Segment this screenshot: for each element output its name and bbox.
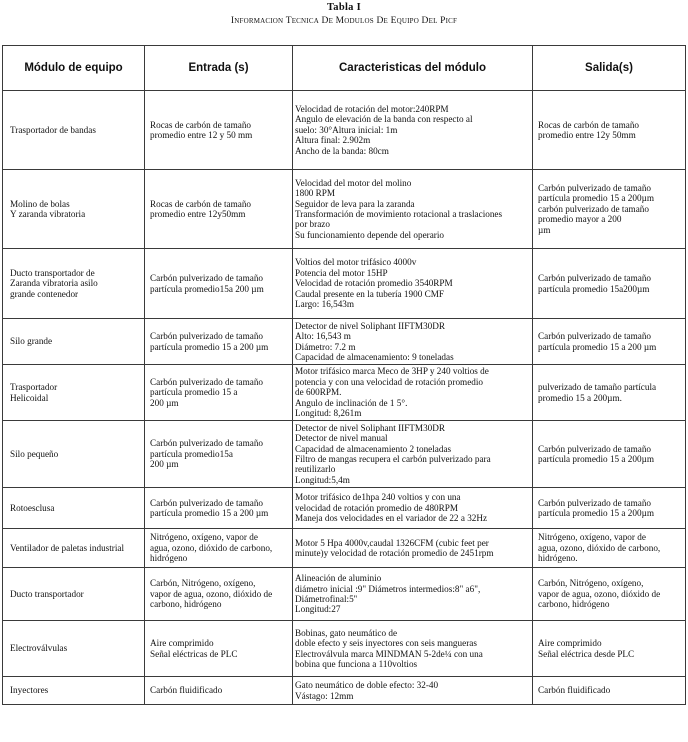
cell-line: Bobinas, gato neumático de: [295, 627, 398, 638]
cell-line: partícula promedio 15 a 200 µm: [150, 341, 269, 352]
cell-line: Carbón pulverizado de tamaño: [150, 273, 264, 284]
output-cell: [533, 568, 686, 621]
cell-line: agua, ozono, dióxido de carbono,: [150, 542, 273, 553]
output-cell: [533, 365, 686, 421]
input-cell: [145, 677, 293, 705]
cell-line: Carbón pulverizado de tamaño: [150, 331, 264, 342]
input-cell: [145, 319, 293, 365]
cell-line: Alto: 16,543 m: [295, 331, 351, 342]
cell-line: Aire comprimido: [150, 638, 214, 649]
input-cell: [145, 170, 293, 249]
table-row: [3, 91, 686, 170]
cell-line: Voltios del motor trifásico 4000v: [295, 257, 417, 268]
features-cell: [293, 319, 533, 365]
cell-line: Inyectores: [10, 685, 49, 696]
cell-line: suelo: 30°Altura inicial: 1m: [295, 124, 398, 135]
input-cell: [145, 621, 293, 677]
cell-line: promedio entre 12 y 50 mm: [150, 130, 253, 140]
output-cell: [533, 170, 686, 249]
cell-line: promedio 15 a 200µm.: [538, 392, 622, 403]
module-cell: [3, 568, 145, 621]
table-number: Tabla I: [326, 2, 362, 13]
cell-line: Vástago: 12mm: [295, 690, 354, 701]
cell-line: Rocas de carbón de tamaño: [150, 119, 252, 130]
cell-line: Motor 5 Hpa 4000v,caudal 1326CFM (cubic feet per: [295, 537, 489, 548]
output-cell: [533, 677, 686, 705]
cell-line: Angulo de inclinación de 1 5°.: [295, 397, 408, 408]
table-row: [3, 170, 686, 249]
cell-line: Capacidad de almacenamiento: 9 toneladas: [295, 351, 454, 362]
cell-line: Altura final: 2.902m: [295, 135, 371, 146]
table-row: [3, 365, 686, 421]
output-cell: [533, 488, 686, 529]
cell-line: Aire comprimido: [538, 638, 602, 649]
cell-line: 200 µm: [150, 459, 179, 470]
cell-line: Carbón pulverizado de tamaño: [150, 497, 264, 508]
cell-line: Diámetrofinal:5'': [295, 594, 357, 604]
module-cell: [3, 421, 145, 488]
cell-line: Señal eléctricas de PLC: [150, 648, 238, 659]
cell-line: Motor trifásico de1hpa 240 voltios y con una: [295, 492, 461, 503]
cell-line: Longitud:27: [295, 604, 341, 615]
cell-line: 200 µm: [150, 397, 179, 408]
cell-line: Caudal presente en la tubería 1900 CMF: [295, 288, 445, 299]
cell-line: partícula promedio15a: [150, 448, 233, 459]
cell-line: Carbón pulverizado de tamaño: [538, 182, 652, 193]
cell-line: Molino de bolas: [10, 198, 70, 209]
cell-line: Diámetro: 7.2 m: [295, 341, 356, 352]
cell-line: 1800 RPM: [295, 188, 336, 199]
cell-line: Señal eléctrica desde PLC: [538, 648, 635, 659]
table-row: [3, 529, 686, 568]
cell-line: velocidad de rotación promedio de 480RPM: [295, 502, 459, 513]
input-cell: [145, 365, 293, 421]
cell-line: Helicoidal: [10, 392, 49, 403]
cell-line: de 600RPM.: [295, 387, 342, 398]
cell-line: Longitud: 8,261m: [295, 408, 362, 419]
cell-line: partícula promedio 15a200µm: [538, 283, 650, 294]
cell-line: partícula promedio 15 a: [150, 387, 238, 398]
header-module: Módulo de equipo: [3, 46, 145, 91]
cell-line: Y zaranda vibratoria: [10, 209, 86, 219]
cell-line: vapor de agua, ozono, dióxido de: [150, 588, 273, 599]
cell-line: Detector de nivel Soliphant IIFTM30DR: [295, 320, 446, 331]
cell-line: Zaranda vibratoria asilo: [10, 278, 98, 289]
cell-line: Electroválvula marca MINDMAN 5-2de¼ con una: [295, 648, 483, 659]
cell-line: diámetro inicial :9" Diámetros intermedios:8" a6",: [295, 583, 481, 594]
module-cell: [3, 91, 145, 170]
cell-line: Velocidad de rotación del motor:240RPM: [295, 103, 449, 114]
cell-line: Filtro de mangas recupera el carbón pulverizado para: [295, 454, 491, 464]
table-row: [3, 488, 686, 529]
cell-line: Carbón, Nitrógeno, oxígeno,: [538, 578, 644, 589]
cell-line: partícula promedio15a 200 µm: [150, 283, 264, 294]
features-cell: [293, 621, 533, 677]
cell-line: Nitrógeno, oxígeno, vapor de: [150, 532, 258, 543]
features-cell: [293, 91, 533, 170]
features-cell: [293, 365, 533, 421]
cell-line: carbono, hidrógeno: [150, 599, 222, 610]
cell-line: Ancho de la banda: 80cm: [295, 145, 389, 156]
cell-line: µm: [538, 224, 551, 235]
cell-line: grande contenedor: [10, 288, 79, 299]
cell-line: Maneja dos velocidades en el variador de 22 a 32Hz: [295, 513, 488, 524]
cell-line: Velocidad de rotación promedio 3540RPM: [295, 278, 453, 289]
output-cell: [533, 249, 686, 319]
input-cell: [145, 249, 293, 319]
features-cell: [293, 170, 533, 249]
cell-line: por brazo: [295, 219, 330, 230]
equipment-modules-table: [2, 45, 686, 705]
cell-line: Carbón fluidificado: [150, 685, 223, 696]
features-cell: [293, 529, 533, 568]
cell-line: Transformación de movimiento rotacional a traslaciones: [295, 209, 503, 219]
cell-line: Rocas de carbón de tamaño: [538, 119, 640, 130]
cell-line: bobina que funciona a 110voltios: [295, 658, 418, 669]
cell-line: minute)y velocidad de rotación promedio de 2451rpm: [295, 548, 494, 558]
features-cell: [293, 568, 533, 621]
cell-line: Rotoesclusa: [10, 502, 55, 513]
module-cell: [3, 365, 145, 421]
table-row: [3, 421, 686, 488]
cell-line: promedio entre 12y50mm: [150, 209, 246, 219]
module-cell: [3, 621, 145, 677]
table-row: [3, 319, 686, 365]
cell-line: agua, ozono, dióxido de carbono,: [538, 542, 661, 553]
cell-line: Longitud:5,4m: [295, 474, 350, 485]
cell-line: Ducto transportador de: [10, 267, 95, 278]
input-cell: [145, 568, 293, 621]
features-cell: [293, 249, 533, 319]
cell-line: Carbón pulverizado de tamaño: [538, 443, 652, 454]
cell-line: Velocidad del motor del molino: [295, 177, 412, 188]
header-output: Salida(s): [533, 46, 686, 91]
module-cell: [3, 170, 145, 249]
cell-line: Trasportador: [10, 382, 58, 393]
cell-line: Carbón pulverizado de tamaño: [150, 376, 264, 387]
cell-line: partícula promedio 15 a 200µm: [538, 508, 655, 518]
cell-line: Motor trifásico marca Meco de 3HP y 240 voltios de: [295, 366, 489, 377]
header-input: Entrada (s): [145, 46, 293, 91]
input-cell: [145, 91, 293, 170]
module-cell: [3, 677, 145, 705]
cell-line: Carbón, Nitrógeno, oxígeno,: [150, 578, 256, 589]
cell-line: Capacidad de almacenamiento 2 toneladas: [295, 443, 452, 454]
features-cell: [293, 488, 533, 529]
cell-line: pulverizado de tamaño partícula: [538, 382, 657, 393]
input-cell: [145, 529, 293, 568]
cell-line: Seguidor de leva para la zaranda: [295, 198, 415, 209]
output-cell: [533, 621, 686, 677]
table-row: [3, 249, 686, 319]
cell-line: hidrógeno.: [538, 553, 578, 564]
module-cell: [3, 529, 145, 568]
cell-line: Rocas de carbón de tamaño: [150, 198, 252, 209]
cell-line: partícula promedio 15 a 200µm: [538, 193, 655, 204]
input-cell: [145, 488, 293, 529]
header-row: [3, 46, 686, 91]
output-cell: [533, 319, 686, 365]
cell-line: Nitrógeno, oxígeno, vapor de: [538, 532, 646, 543]
cell-line: Ducto transportador: [10, 588, 84, 599]
module-cell: [3, 249, 145, 319]
cell-line: promedio mayor a 200: [538, 214, 622, 225]
features-cell: [293, 421, 533, 488]
cell-line: Carbón pulverizado de tamaño: [538, 331, 652, 342]
cell-line: carbón pulverizado de tamaño: [538, 203, 649, 214]
cell-line: promedio entre 12y 50mm: [538, 130, 636, 140]
input-cell: [145, 421, 293, 488]
cell-line: hidrógeno: [150, 553, 188, 564]
cell-line: Ventilador de paletas industrial: [10, 542, 125, 553]
cell-line: vapor de agua, ozono, dióxido de: [538, 588, 661, 599]
module-cell: [3, 488, 145, 529]
cell-line: Alineación de aluminio: [295, 573, 382, 584]
module-cell: [3, 319, 145, 365]
table-row: [3, 568, 686, 621]
cell-line: partícula promedio 15 a 200µm: [538, 454, 655, 464]
cell-line: carbono, hidrógeno: [538, 599, 610, 610]
cell-line: Detector de nivel Soliphant IIFTM30DR: [295, 422, 446, 433]
cell-line: Potencia del motor 15HP: [295, 267, 388, 278]
output-cell: [533, 91, 686, 170]
cell-line: Trasportador de bandas: [10, 124, 96, 135]
header-features: Caracteristicas del módulo: [293, 46, 533, 91]
cell-line: doble efecto y seis inyectores con seis mangueras: [295, 638, 477, 649]
table-caption: Informacion Tecnica De Modulos De Equipo Del Picf: [230, 16, 458, 26]
cell-line: partícula promedio 15 a 200 µm: [538, 341, 657, 352]
cell-line: reutilizarlo: [295, 464, 336, 475]
cell-line: Angulo de elevación de la banda con respecto al: [295, 114, 473, 125]
cell-line: Carbón fluidificado: [538, 685, 611, 696]
cell-line: Carbón pulverizado de tamaño: [538, 273, 652, 284]
cell-line: Detector de nivel manual: [295, 433, 388, 444]
table-row: [3, 621, 686, 677]
output-cell: [533, 529, 686, 568]
cell-line: Carbón pulverizado de tamaño: [150, 438, 264, 449]
cell-line: partícula promedio 15 a 200 µm: [150, 508, 269, 518]
output-cell: [533, 421, 686, 488]
cell-line: Electroválvulas: [10, 643, 68, 654]
table-row: [3, 677, 686, 705]
cell-line: Carbón pulverizado de tamaño: [538, 497, 652, 508]
cell-line: Su funcionamiento depende del operario: [295, 229, 444, 240]
cell-line: Largo: 16,543m: [295, 299, 355, 310]
cell-line: potencia y con una velocidad de rotación promedio: [295, 376, 484, 387]
cell-line: Gato neumático de doble efecto: 32-40: [295, 680, 439, 691]
cell-line: Silo grande: [10, 336, 53, 347]
cell-line: Silo pequeño: [10, 448, 59, 459]
features-cell: [293, 677, 533, 705]
